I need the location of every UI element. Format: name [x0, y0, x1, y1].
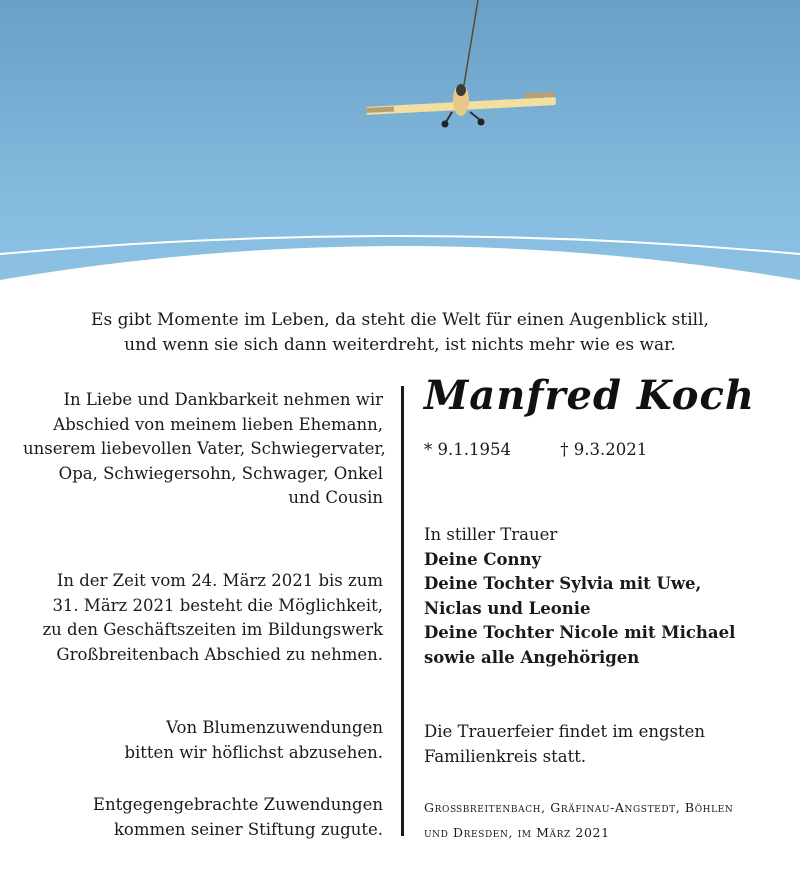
viewing-line: In der Zeit vom 24. März 2021 bis zum: [56, 571, 383, 590]
funeral-line: Die Trauerfeier findet im engsten: [424, 722, 706, 741]
column-divider: [401, 386, 404, 836]
motto-line: und wenn sie sich dann weiterdreht, ist nichts mehr wie es war.: [124, 335, 676, 355]
donations-line: Entgegengebrachte Zuwendungen: [92, 795, 383, 814]
deceased-name: Manfred Koch: [424, 372, 755, 419]
flowers-line: bitten wir höflichst abzusehen.: [124, 742, 383, 762]
funeral-notice: [424, 720, 705, 769]
life-dates: [424, 440, 647, 459]
mourner-line: Deine Tochter Sylvia mit Uwe,: [424, 574, 702, 593]
mourner-line: sowie alle Angehörigen: [424, 647, 640, 667]
viewing-line: zu den Geschäftszeiten im Bildungswerk: [42, 620, 383, 639]
place-and-date: [424, 795, 733, 845]
airplane-illustration: [360, 0, 580, 140]
mourner-line: Niclas und Leonie: [424, 598, 591, 618]
mourning-intro: In stiller Trauer: [424, 525, 558, 544]
flowers-line: Von Blumenzuwendungen: [166, 718, 383, 737]
viewing-line: Großbreitenbach Abschied zu nehmen.: [56, 644, 383, 664]
viewing-notice: [23, 569, 383, 667]
donations-line: kommen seiner Stiftung zugute.: [113, 819, 383, 839]
farewell-line: und Cousin: [288, 488, 383, 507]
donations-notice: [23, 793, 383, 842]
farewell-line: In Liebe und Dankbarkeit nehmen wir: [63, 390, 383, 409]
place-line: Großbreitenbach, Gräfinau-Angstedt, Böhlen: [424, 800, 734, 815]
viewing-line: 31. März 2021 besteht die Möglichkeit,: [52, 595, 383, 615]
header-arc-decoration: [0, 220, 800, 300]
farewell-line: unserem liebevollen Vater, Schwiegervater,: [23, 439, 386, 458]
funeral-line: Familienkreis statt.: [424, 746, 587, 766]
death-date: † 9.3.2021: [560, 440, 648, 459]
flowers-notice: [23, 716, 383, 765]
mourners-block: [424, 523, 735, 670]
farewell-text: [23, 388, 386, 511]
birth-date: * 9.1.1954: [424, 440, 511, 459]
farewell-line: Opa, Schwiegersohn, Schwager, Onkel: [58, 463, 383, 483]
header-photo-sky: [0, 0, 800, 300]
mourner-line: Deine Tochter Nicole mit Michael: [424, 623, 736, 642]
farewell-line: Abschied von meinem lieben Ehemann,: [53, 414, 383, 434]
place-line: und Dresden, im März 2021: [424, 825, 610, 840]
motto-quote: [0, 308, 800, 358]
motto-line: Es gibt Momente im Leben, da steht die Welt für einen Augenblick still,: [91, 310, 709, 330]
mourner-line: Deine Conny: [424, 549, 542, 569]
